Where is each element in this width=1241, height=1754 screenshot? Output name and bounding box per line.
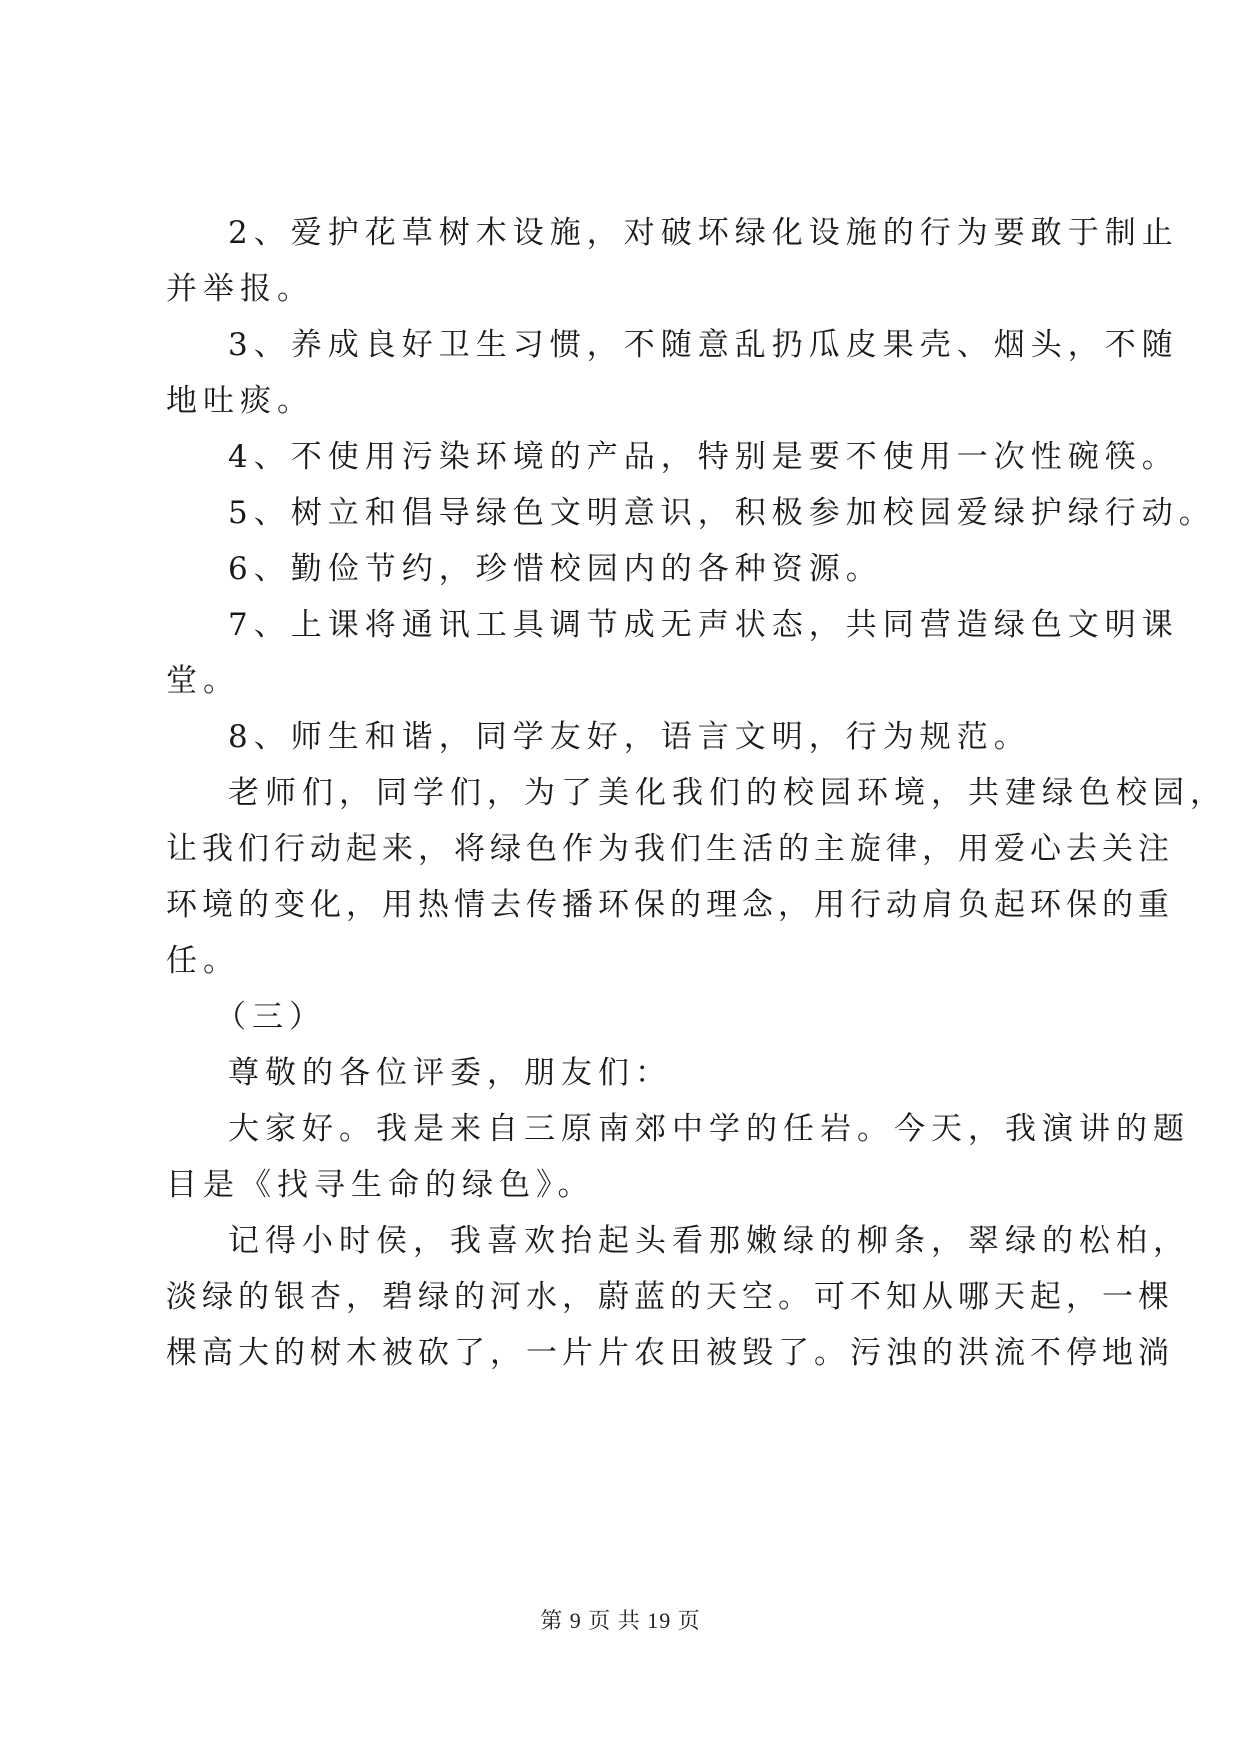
paragraph-line: 目是《找寻生命的绿色》。 <box>166 1167 595 1203</box>
page-number-footer: 第 9 页 共 19 页 <box>540 1608 701 1633</box>
section-heading: （三） <box>215 999 326 1035</box>
paragraph-line: 老师们，同学们，为了美化我们的校园环境，共建绿色校园， <box>228 775 1227 811</box>
paragraph-line: 环境的变化，用热情去传播环保的理念，用行动肩负起环保的重 <box>166 887 1174 923</box>
paragraph-line: 地吐痰。 <box>166 383 314 419</box>
paragraph-line: 4、不使用污染环境的产品，特别是要不使用一次性碗筷。 <box>228 439 1179 475</box>
paragraph-line: 8、师生和谐，同学友好，语言文明，行为规范。 <box>228 719 1031 755</box>
paragraph-line: 棵高大的树木被砍了，一片片农田被毁了。污浊的洪流不停地淌 <box>166 1335 1174 1371</box>
paragraph-line: 淡绿的银杏，碧绿的河水，蔚蓝的天空。可不知从哪天起，一棵 <box>166 1279 1174 1315</box>
paragraph-line: 堂。 <box>166 663 240 699</box>
paragraph-line: 6、勤俭节约，珍惜校园内的各种资源。 <box>228 551 883 587</box>
paragraph-line: 3、养成良好卫生习惯，不随意乱扔瓜皮果壳、烟头，不随 <box>228 327 1179 363</box>
paragraph-line: 记得小时侯，我喜欢抬起头看那嫩绿的柳条，翠绿的松柏， <box>228 1223 1190 1259</box>
paragraph-line: 让我们行动起来，将绿色作为我们生活的主旋律，用爱心去关注 <box>166 831 1174 867</box>
paragraph-line: 并举报。 <box>166 271 314 307</box>
paragraph-line: 2、爱护花草树木设施，对破坏绿化设施的行为要敢于制止 <box>228 215 1179 251</box>
paragraph-line: 7、上课将通讯工具调节成无声状态，共同营造绿色文明课 <box>228 607 1179 643</box>
paragraph-line: 任。 <box>166 943 240 979</box>
salutation-line: 尊敬的各位评委，朋友们： <box>228 1055 672 1091</box>
paragraph-line: 大家好。我是来自三原南郊中学的任岩。今天，我演讲的题 <box>228 1111 1190 1147</box>
paragraph-line: 5、树立和倡导绿色文明意识，积极参加校园爱绿护绿行动。 <box>228 495 1216 531</box>
